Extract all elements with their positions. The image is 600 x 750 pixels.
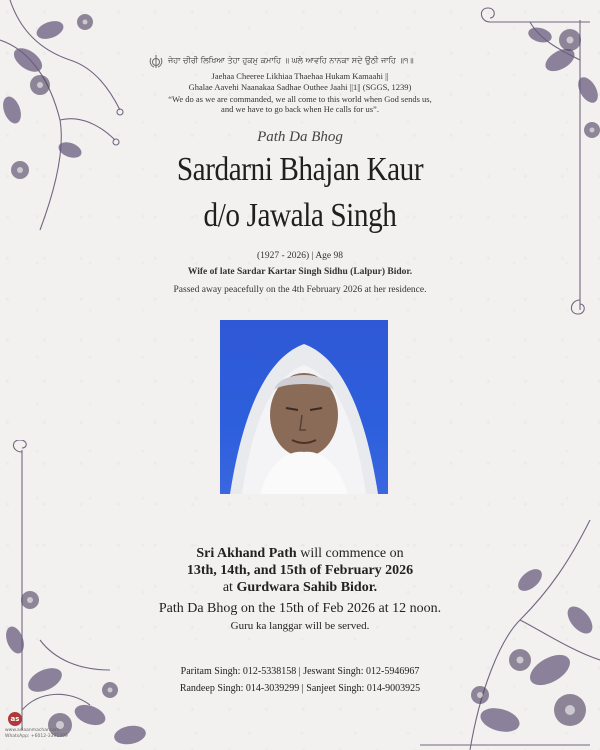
spouse-line: Wife of late Sardar Kartar Singh Sidhu (Lalpur) Bidor. [187,267,413,277]
khanda-icon [148,54,164,70]
venue-prefix: at [222,580,237,595]
publisher-logo: as [8,712,22,726]
translation-line-1: “We do as we are commanded, we all come to this world when God sends us, [168,94,432,104]
passed-away-line: Passed away peacefully on the 4th February 2026 at her residence. [173,285,427,295]
path-dates: 13th, 14th, and 15th of February 2026 [186,563,414,578]
akhand-path-label: Sri Akhand Path [196,546,297,561]
venue-line [0,579,600,596]
translation-line-2: and we have to go back when He calls for us”. [221,104,379,114]
publisher-phone: WhatsApp: +6012-3391399 [5,734,68,739]
years-and-age: (1927 - 2026) | Age 98 [256,251,344,261]
publisher-info [5,728,68,740]
gurbani-line: ਜੇਹਾ ਚੀਰੀ ਲਿਖਿਆ ਤੇਹਾ ਹੁਕਮੁ ਕਮਾਹਿ ॥ ਘਲੇ ਆਵਹਿ ਨਾਨਕਾ ਸਦੇ ਉਠੀ ਜਾਹਿ ॥੧॥ [168,56,414,65]
ceremony-subtitle: Path Da Bhog [257,129,343,145]
akhand-path-rest: will commence on [296,546,404,561]
bhog-line: Path Da Bhog on the 15th of Feb 2026 at 12 noon. [158,601,442,616]
deceased-parentage: d/o Jawala Singh [203,197,397,234]
venue-name: Gurdwara Sahib Bidor. [236,580,378,595]
akhand-path-line [0,545,600,562]
portrait-photo [220,320,388,494]
langgar-line: Guru ka langgar will be served. [230,620,370,632]
publisher-site: www.asiaanmachar.com [5,728,60,733]
contact-line-2: Randeep Singh: 014-3039299 | Sanjeet Singh: 014-9003925 [179,683,421,694]
transliteration-line-2: Ghalae Aavehi Naanakaa Sadhae Outhee Jaahi ||1|| (SGGS, 1239) [188,82,412,92]
deceased-name: Sardarni Bhajan Kaur [176,151,424,188]
contact-line-1: Paritam Singh: 012-5338158 | Jeswant Singh: 012-5946967 [180,666,420,677]
transliteration-line-1: Jaehaa Cheeree Likhiaa Thaehaa Hukam Kamaahi || [211,71,389,81]
